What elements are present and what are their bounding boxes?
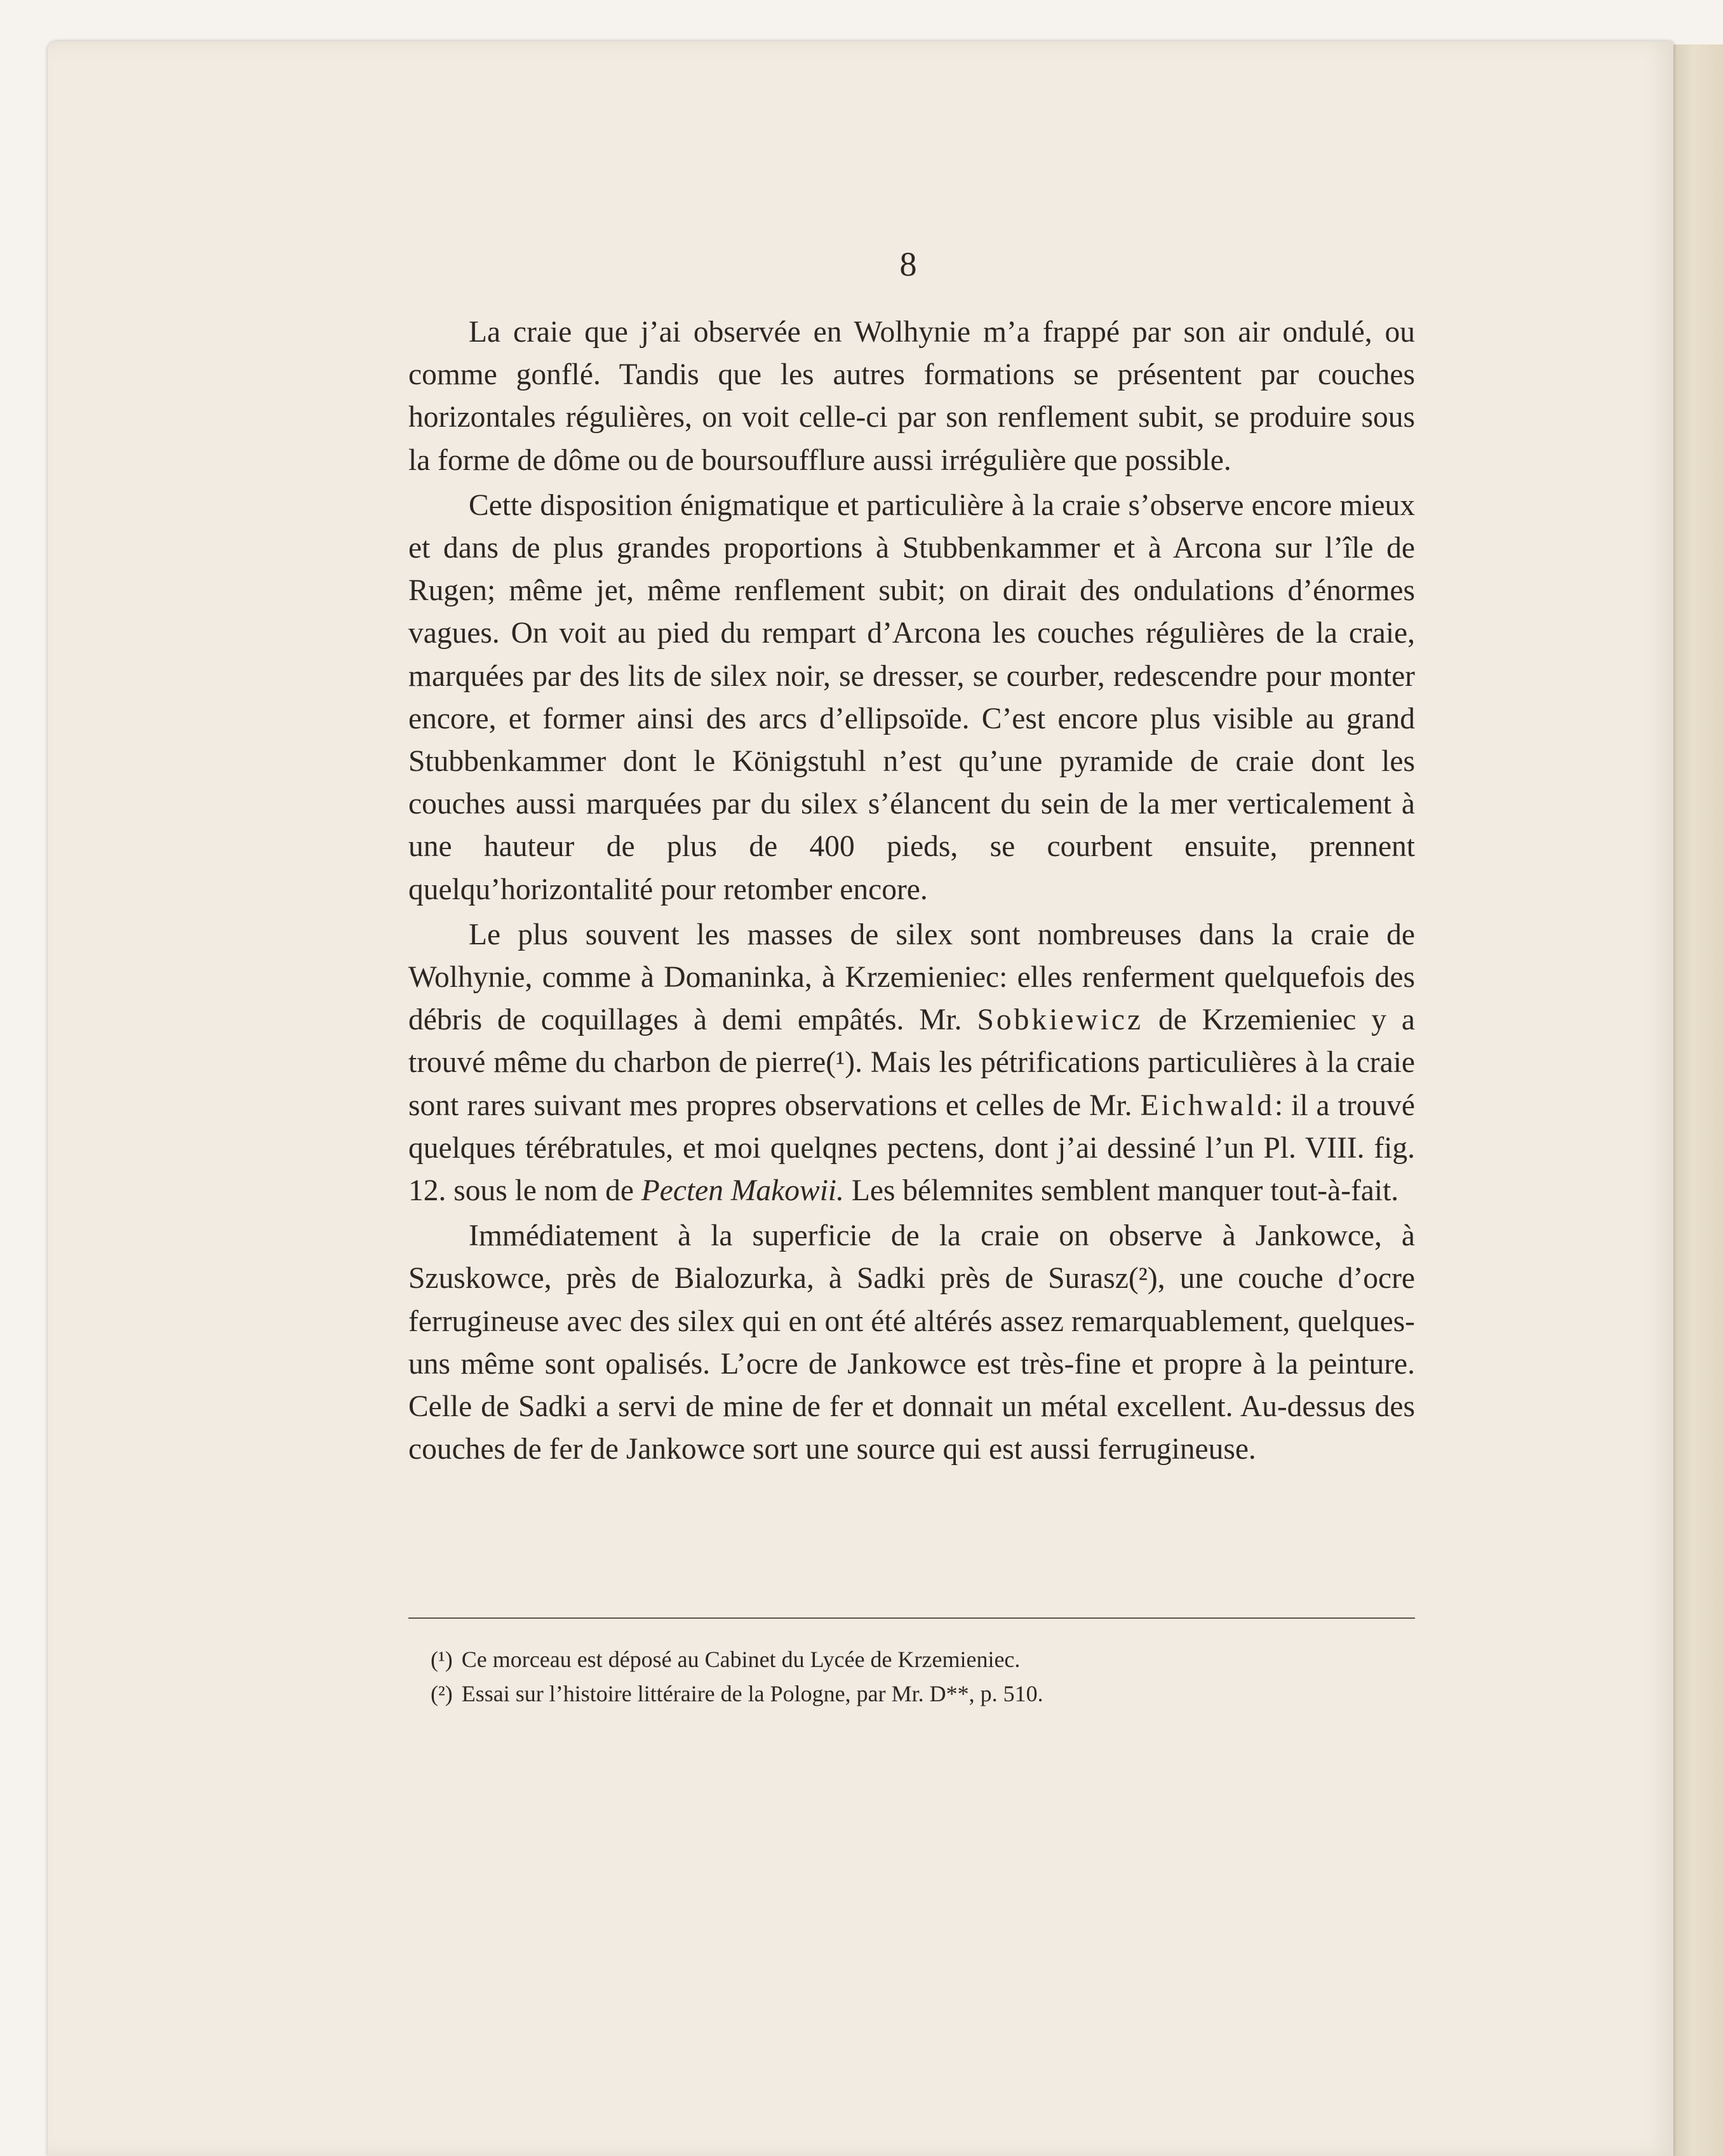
page-number: 8 <box>899 245 917 283</box>
footnote-1 <box>431 1642 1383 1677</box>
footnote-2-text: Essai sur l’histoire littéraire de la Pologne, par Mr. D**, p. 510. <box>461 1681 1043 1706</box>
paragraph-3 <box>408 914 1415 1212</box>
next-page-edge <box>1672 44 1723 2156</box>
paragraph-4-text-b: , une couche d’ocre ferrugineuse avec des silex qui en ont été altérés assez remarquablement, quelques-uns même sont opalisés. L’ocre de Jankowce est très-fine et propre à la peinture. Celle de Sadki a servi de mine de fer et donnait un métal excellent. Au-dessus des couches de fer de Jankowce sort une source qui est aussi ferrugineuse. <box>408 1262 1415 1466</box>
footnote-2 <box>431 1677 1383 1711</box>
main-text <box>408 311 1415 1473</box>
paragraph-2: Cette disposition énigmatique et particulière à la craie s’observe encore mieux et dans de plus grandes proportions à Stubbenkammer et à Arcona sur l’île de Rugen; même jet, même renflement subit; on dirait des ondulations d’énormes vagues. On voit au pied du rempart d’Arcona les couches régulières de la craie, marquées par des lits de silex noir, se dresser, se courber, redescendre pour monter encore, et former ainsi des arcs d’ellipsoïde. C’est encore plus visible au grand Stubbenkammer dont le Königstuhl n’est qu’une pyramide de craie dont les couches aussi marquées par du silex s’élancent du sein de la mer verticalement à une hauteur de plus de 400 pieds, se courbent ensuite, prennent quelqu’horizontalité pour retomber encore. <box>408 488 1415 906</box>
footnote-2-mark: (²) <box>431 1681 453 1706</box>
footnote-1-mark: (¹) <box>431 1647 453 1672</box>
footnote-ref-1: (¹) <box>826 1046 855 1080</box>
paragraph-3-text-d: : il a trouvé quelques térébratules, et moi quelqnes pectens, dont j’ai dessiné l’un Pl. VIII. fig. 12. sous le nom de <box>408 1088 1416 1208</box>
person-name-sobkiewicz: Sobkiewicz <box>977 1003 1144 1037</box>
person-name-eichwald: Eichwald <box>1140 1088 1275 1122</box>
paragraph-4-text-a: Immédiatement à la superficie de la craie on observe à Jankowce, à Szuskowce, près de Bialozurka, à Sadki près de Surasz <box>408 1219 1415 1296</box>
paragraph-3-text-a: Le plus souvent les masses de silex sont nombreuses dans la craie de Wolhynie, comme à Domaninka, à Krzemieniec: elles renferment quelquefois des débris de coquillages à demi empâtés. Mr. <box>408 918 1415 1037</box>
footnote-ref-2: (²) <box>1128 1262 1158 1296</box>
paragraph-1: La craie que j’ai observée en Wolhynie m’a frappé par son air ondulé, ou comme gonflé. Tandis que les autres formations se présentent par couches horizontales régulières, on voit celle-ci par son renflement subit, se produire sous la forme de dôme ou de boursoufflure aussi irrégulière que possible. <box>408 316 1415 477</box>
species-name: Pecten Makowii. <box>641 1174 844 1208</box>
paragraph-4 <box>408 1215 1415 1471</box>
footnote-divider <box>408 1617 1415 1619</box>
footnotes <box>431 1642 1383 1711</box>
paragraph-3-text-b: de Krzemieniec y a trouvé même du charbon de pierre <box>408 1003 1415 1080</box>
footnote-1-text: Ce morceau est déposé au Cabinet du Lycée de Krzemieniec. <box>461 1647 1021 1672</box>
paragraph-3-text-e: Les bélemnites semblent manquer tout-à-fait. <box>851 1174 1399 1208</box>
paragraph-3-text-c: . Mais les pétrifications particulières à la craie sont rares suivant mes propres observations et celles de Mr. <box>408 1046 1415 1122</box>
